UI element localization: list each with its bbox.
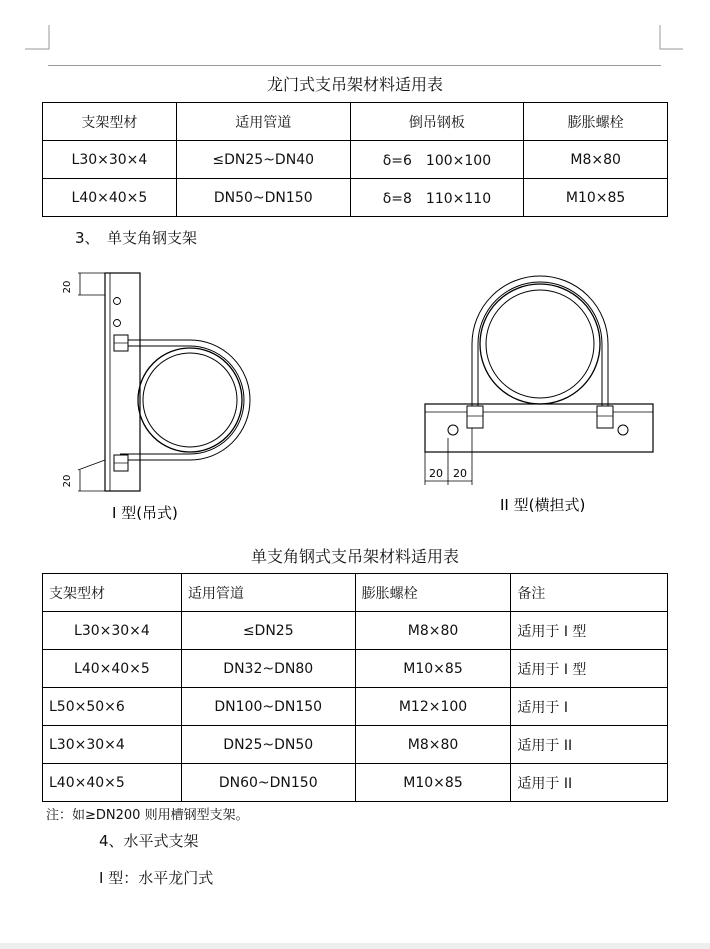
table-header-cell: 适用管道	[176, 103, 350, 141]
table1	[42, 102, 668, 217]
table2-note: 注：如≥DN200 则用槽钢型支架。	[46, 808, 249, 823]
table-cell: ≤DN25~DN40	[176, 141, 350, 179]
table-row	[43, 612, 668, 650]
table-cell: ≤DN25	[181, 612, 355, 650]
table-cell: δ=8 110×110	[350, 179, 524, 217]
table-cell: M10×85	[524, 179, 668, 217]
table-cell: L40×40×5	[43, 764, 182, 802]
table-row	[43, 726, 668, 764]
table-cell: L40×40×5	[43, 650, 182, 688]
table-cell: L30×30×4	[43, 141, 177, 179]
section3-heading: 3、 单支角钢支架	[75, 229, 198, 247]
dim-a-label: 20	[429, 467, 443, 480]
table-header-cell: 适用管道	[181, 574, 355, 612]
table-cell: M8×80	[524, 141, 668, 179]
table-cell: 适用于 II	[511, 764, 668, 802]
table-cell: 适用于 I	[511, 688, 668, 726]
dim-top-label: 20	[62, 280, 73, 294]
table-header-cell: 支架型材	[43, 103, 177, 141]
table-row	[43, 688, 668, 726]
table-cell: M12×100	[355, 688, 511, 726]
table-cell: L30×30×4	[43, 612, 182, 650]
section4-heading: 4、水平式支架	[99, 832, 199, 850]
type1-caption: I 型(吊式)	[112, 504, 178, 522]
table-cell: DN32~DN80	[181, 650, 355, 688]
page-bottom-edge	[0, 943, 710, 949]
table-cell: L40×40×5	[43, 179, 177, 217]
table-cell: DN60~DN150	[181, 764, 355, 802]
type2-bracket-drawing	[415, 270, 665, 520]
table-cell: δ=6 100×100	[350, 141, 524, 179]
section4-subheading: I 型：水平龙门式	[99, 869, 214, 887]
table-header-cell: 倒吊钢板	[350, 103, 524, 141]
table-cell: M8×80	[355, 612, 511, 650]
header-rule	[48, 65, 661, 66]
table-cell: 适用于 II	[511, 726, 668, 764]
type1-bracket-drawing	[50, 265, 270, 530]
table-row	[43, 650, 668, 688]
corner-mark-right	[659, 25, 684, 50]
table-cell: L30×30×4	[43, 726, 182, 764]
table2-title: 单支角钢式支吊架材料适用表	[250, 547, 459, 566]
table-header-cell: 膨胀螺栓	[524, 103, 668, 141]
table-row	[43, 141, 668, 179]
table-cell: 适用于 I 型	[511, 650, 668, 688]
table1-title: 龙门式支吊架材料适用表	[266, 75, 443, 94]
table-cell: DN25~DN50	[181, 726, 355, 764]
table-cell: M10×85	[355, 764, 511, 802]
table-cell: M8×80	[355, 726, 511, 764]
table-cell: DN50~DN150	[176, 179, 350, 217]
table-header-row	[43, 103, 668, 141]
type2-caption: II 型(横担式)	[500, 496, 586, 514]
table-cell: DN100~DN150	[181, 688, 355, 726]
dim-b-label: 20	[453, 467, 467, 480]
table-cell: M10×85	[355, 650, 511, 688]
table-header-row	[43, 574, 668, 612]
table-cell: L50×50×6	[43, 688, 182, 726]
dim-bottom-label: 20	[62, 474, 73, 488]
table-cell: 适用于 I 型	[511, 612, 668, 650]
table2	[42, 573, 668, 802]
table-header-cell: 备注	[511, 574, 668, 612]
table-row	[43, 764, 668, 802]
table-header-cell: 膨胀螺栓	[355, 574, 511, 612]
table-header-cell: 支架型材	[43, 574, 182, 612]
corner-mark-left	[25, 25, 50, 50]
table-row	[43, 179, 668, 217]
